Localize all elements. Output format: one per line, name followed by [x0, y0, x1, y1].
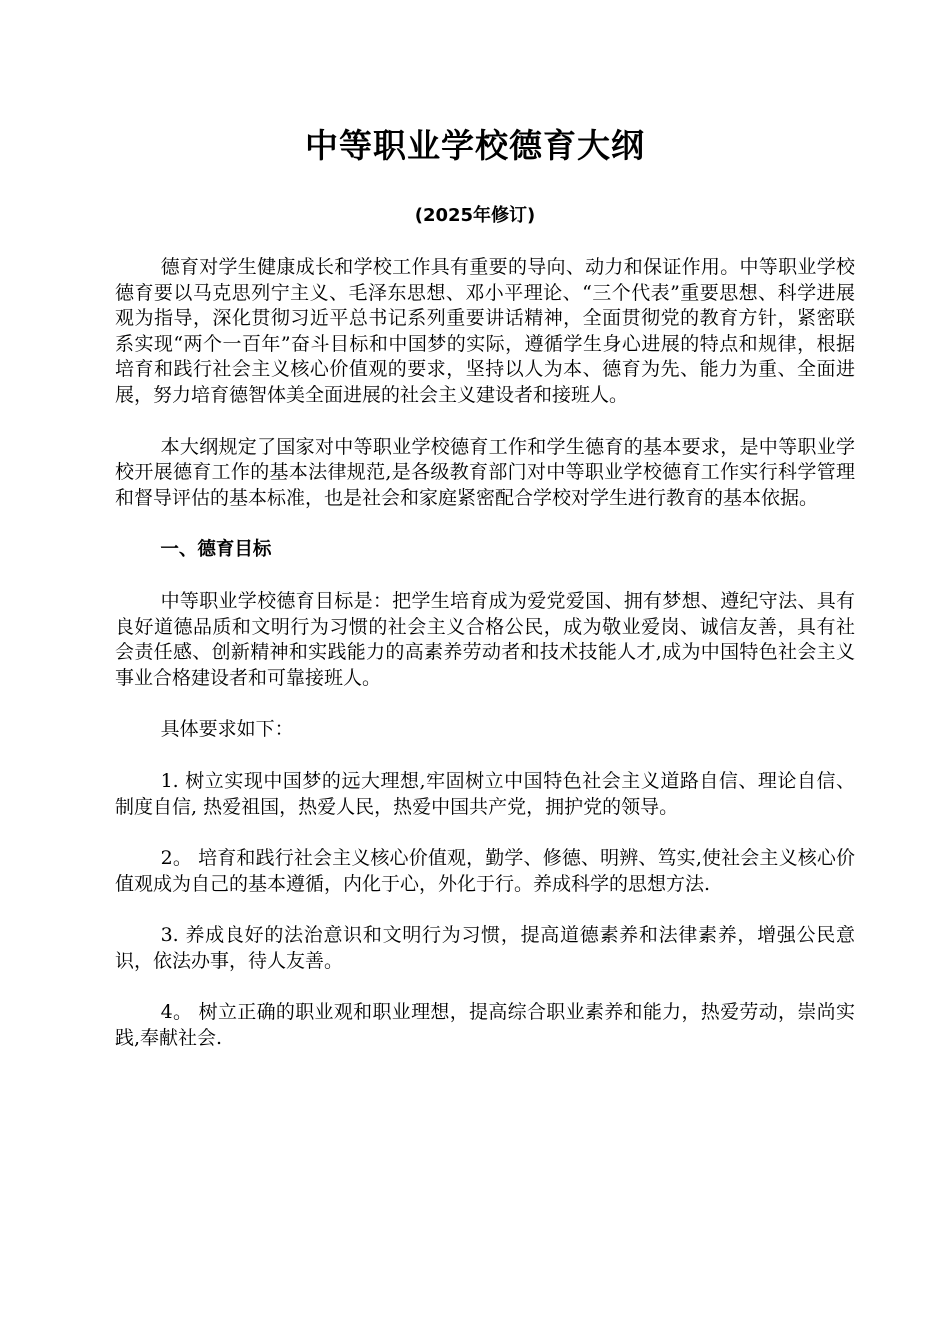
intro-paragraph-1: 德育对学生健康成长和学校工作具有重要的导向、动力和保证作用。中等职业学校德育要以马克思列宁主义、毛泽东思想、邓小平理论、“三个代表”重要思想、科学进展观为指导，深化贯彻习近平总书记系列重要讲话精神，全面贯彻党的教育方针，紧密联系实现“两个一百年”奋斗目标和中国梦的实际，遵循学生身心进展的特点和规律，根据培育和践行社会主义核心价值观的要求，坚持以人为本、德育为先、能力为重、全面进展，努力培育德智体美全面进展的社会主义建设者和接班人。	[115, 256, 855, 406]
document-subtitle: (2025年修订)	[414, 205, 536, 226]
goal-paragraph: 中等职业学校德育目标是：把学生培育成为爱党爱国、拥有梦想、遵纪守法、具有良好道德品质和文明行为习惯的社会主义合格公民，成为敬业爱岗、诚信友善，具有社会责任感、创新精神和实践能力的高素养劳动者和技术技能人才,成为中国特色社会主义事业合格建设者和可靠接班人。	[115, 589, 855, 689]
requirements-intro: 具体要求如下：	[160, 718, 294, 741]
requirement-item-1: 1. 树立实现中国梦的远大理想,牢固树立中国特色社会主义道路自信、理论自信、制度自信, 热爱祖国，热爱人民，热爱中国共产党，拥护党的领导。	[115, 769, 855, 818]
requirement-item-4: 4。 树立正确的职业观和职业理想，提高综合职业素养和能力，热爱劳动，崇尚实践,奉献社会.	[115, 1001, 855, 1050]
document-body	[115, 255, 855, 1078]
document-title: 中等职业学校德育大纲	[305, 126, 645, 165]
requirement-item-2: 2。 培育和践行社会主义核心价值观，勤学、修德、明辨、笃实,使社会主义核心价值观成为自己的基本遵循，内化于心，外化于行。养成科学的思想方法.	[115, 847, 855, 895]
intro-paragraph-2: 本大纲规定了国家对中等职业学校德育工作和学生德育的基本要求，是中等职业学校开展德育工作的基本法律规范,是各级教育部门对中等职业学校德育工作实行科学管理和督导评估的基本标准，也是社会和家庭紧密配合学校对学生进行教育的基本依据。	[115, 435, 855, 509]
section-heading-moral-goals: 一、德育目标	[160, 539, 272, 561]
requirement-item-3: 3. 养成良好的法治意识和文明行为习惯，提高道德素养和法律素养，增强公民意识，依法办事，待人友善。	[115, 924, 855, 972]
